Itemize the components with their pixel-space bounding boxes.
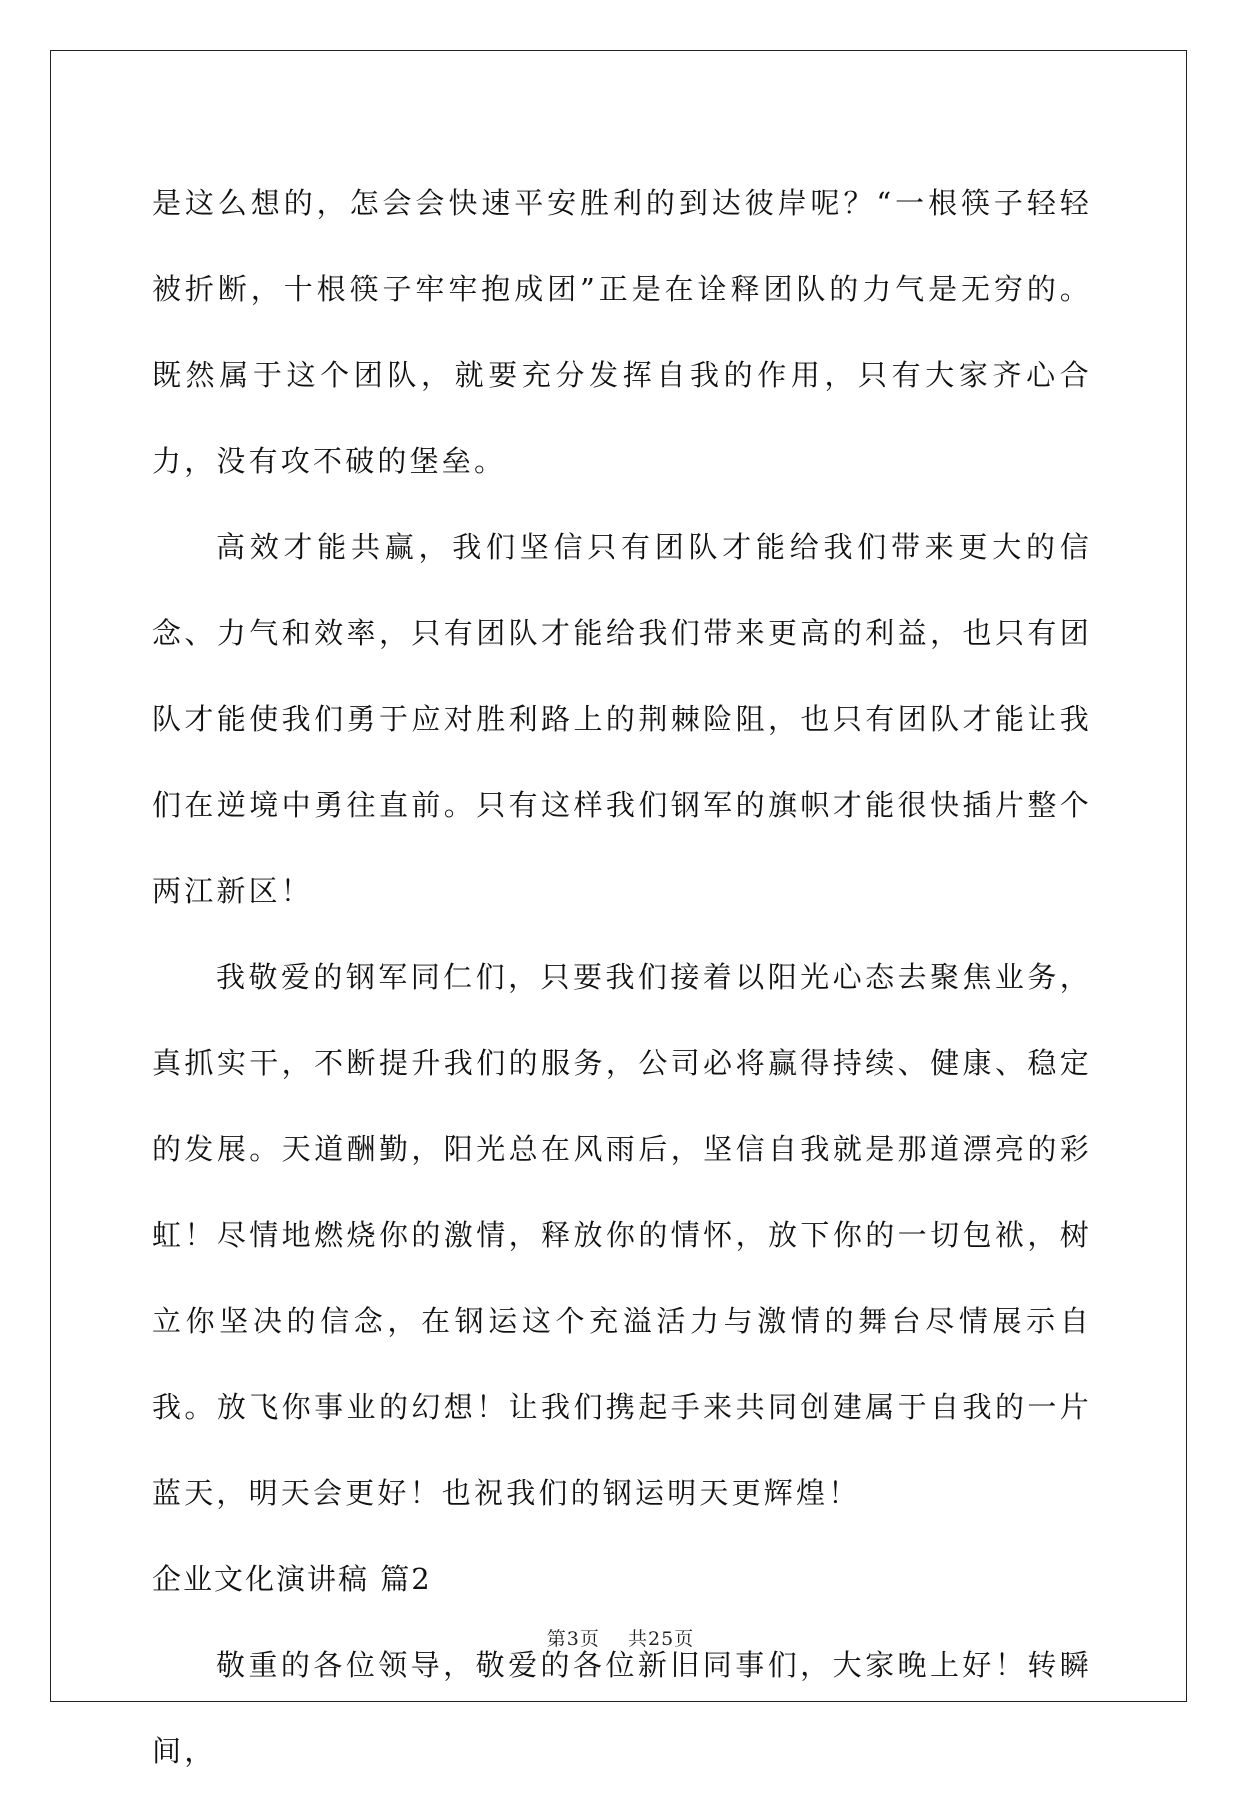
paragraph-3: 我敬爱的钢军同仁们，只要我们接着以阳光心态去聚焦业务，真抓实干，不断提升我们的服务，公司必将赢得持续、健康、稳定的发展。天道酬勤，阳光总在风雨后，坚信自我就是那道漂亮的彩虹！尽情地燃烧你的激情，释放你的情怀，放下你的一切包袱，树立你坚决的信念，在钢运这个充溢活力与激情的舞台尽情展示自我。放飞你事业的幻想！让我们携起手来共同创建属于自我的一片蓝天，明天会更好！也祝我们的钢运明天更辉煌！ — [152, 960, 1092, 1510]
document-body — [152, 160, 1092, 1794]
page-footer — [0, 1624, 1241, 1651]
paragraph-1: 是这么想的，怎会会快速平安胜利的到达彼岸呢？“一根筷子轻轻被折断，十根筷子牢牢抱成团”正是在诠释团队的力气是无穷的。既然属于这个团队，就要充分发挥自我的作用，只有大家齐心合力，没有攻不破的堡垒。 — [152, 186, 1092, 478]
paragraph-2: 高效才能共赢，我们坚信只有团队才能给我们带来更大的信念、力气和效率，只有团队才能给我们带来更高的利益，也只有团队才能使我们勇于应对胜利路上的荆棘险阻，也只有团队才能让我们在逆境中勇往直前。只有这样我们钢军的旗帜才能很快插片整个两江新区！ — [152, 530, 1092, 908]
page-number: 第3页 — [546, 1628, 600, 1650]
total-pages: 共25页 — [628, 1628, 695, 1650]
section-heading: 企业文化演讲稿 篇2 — [152, 1562, 432, 1596]
paragraph-4: 敬重的各位领导，敬爱的各位新旧同事们，大家晚上好！转瞬间， — [152, 1648, 1092, 1768]
